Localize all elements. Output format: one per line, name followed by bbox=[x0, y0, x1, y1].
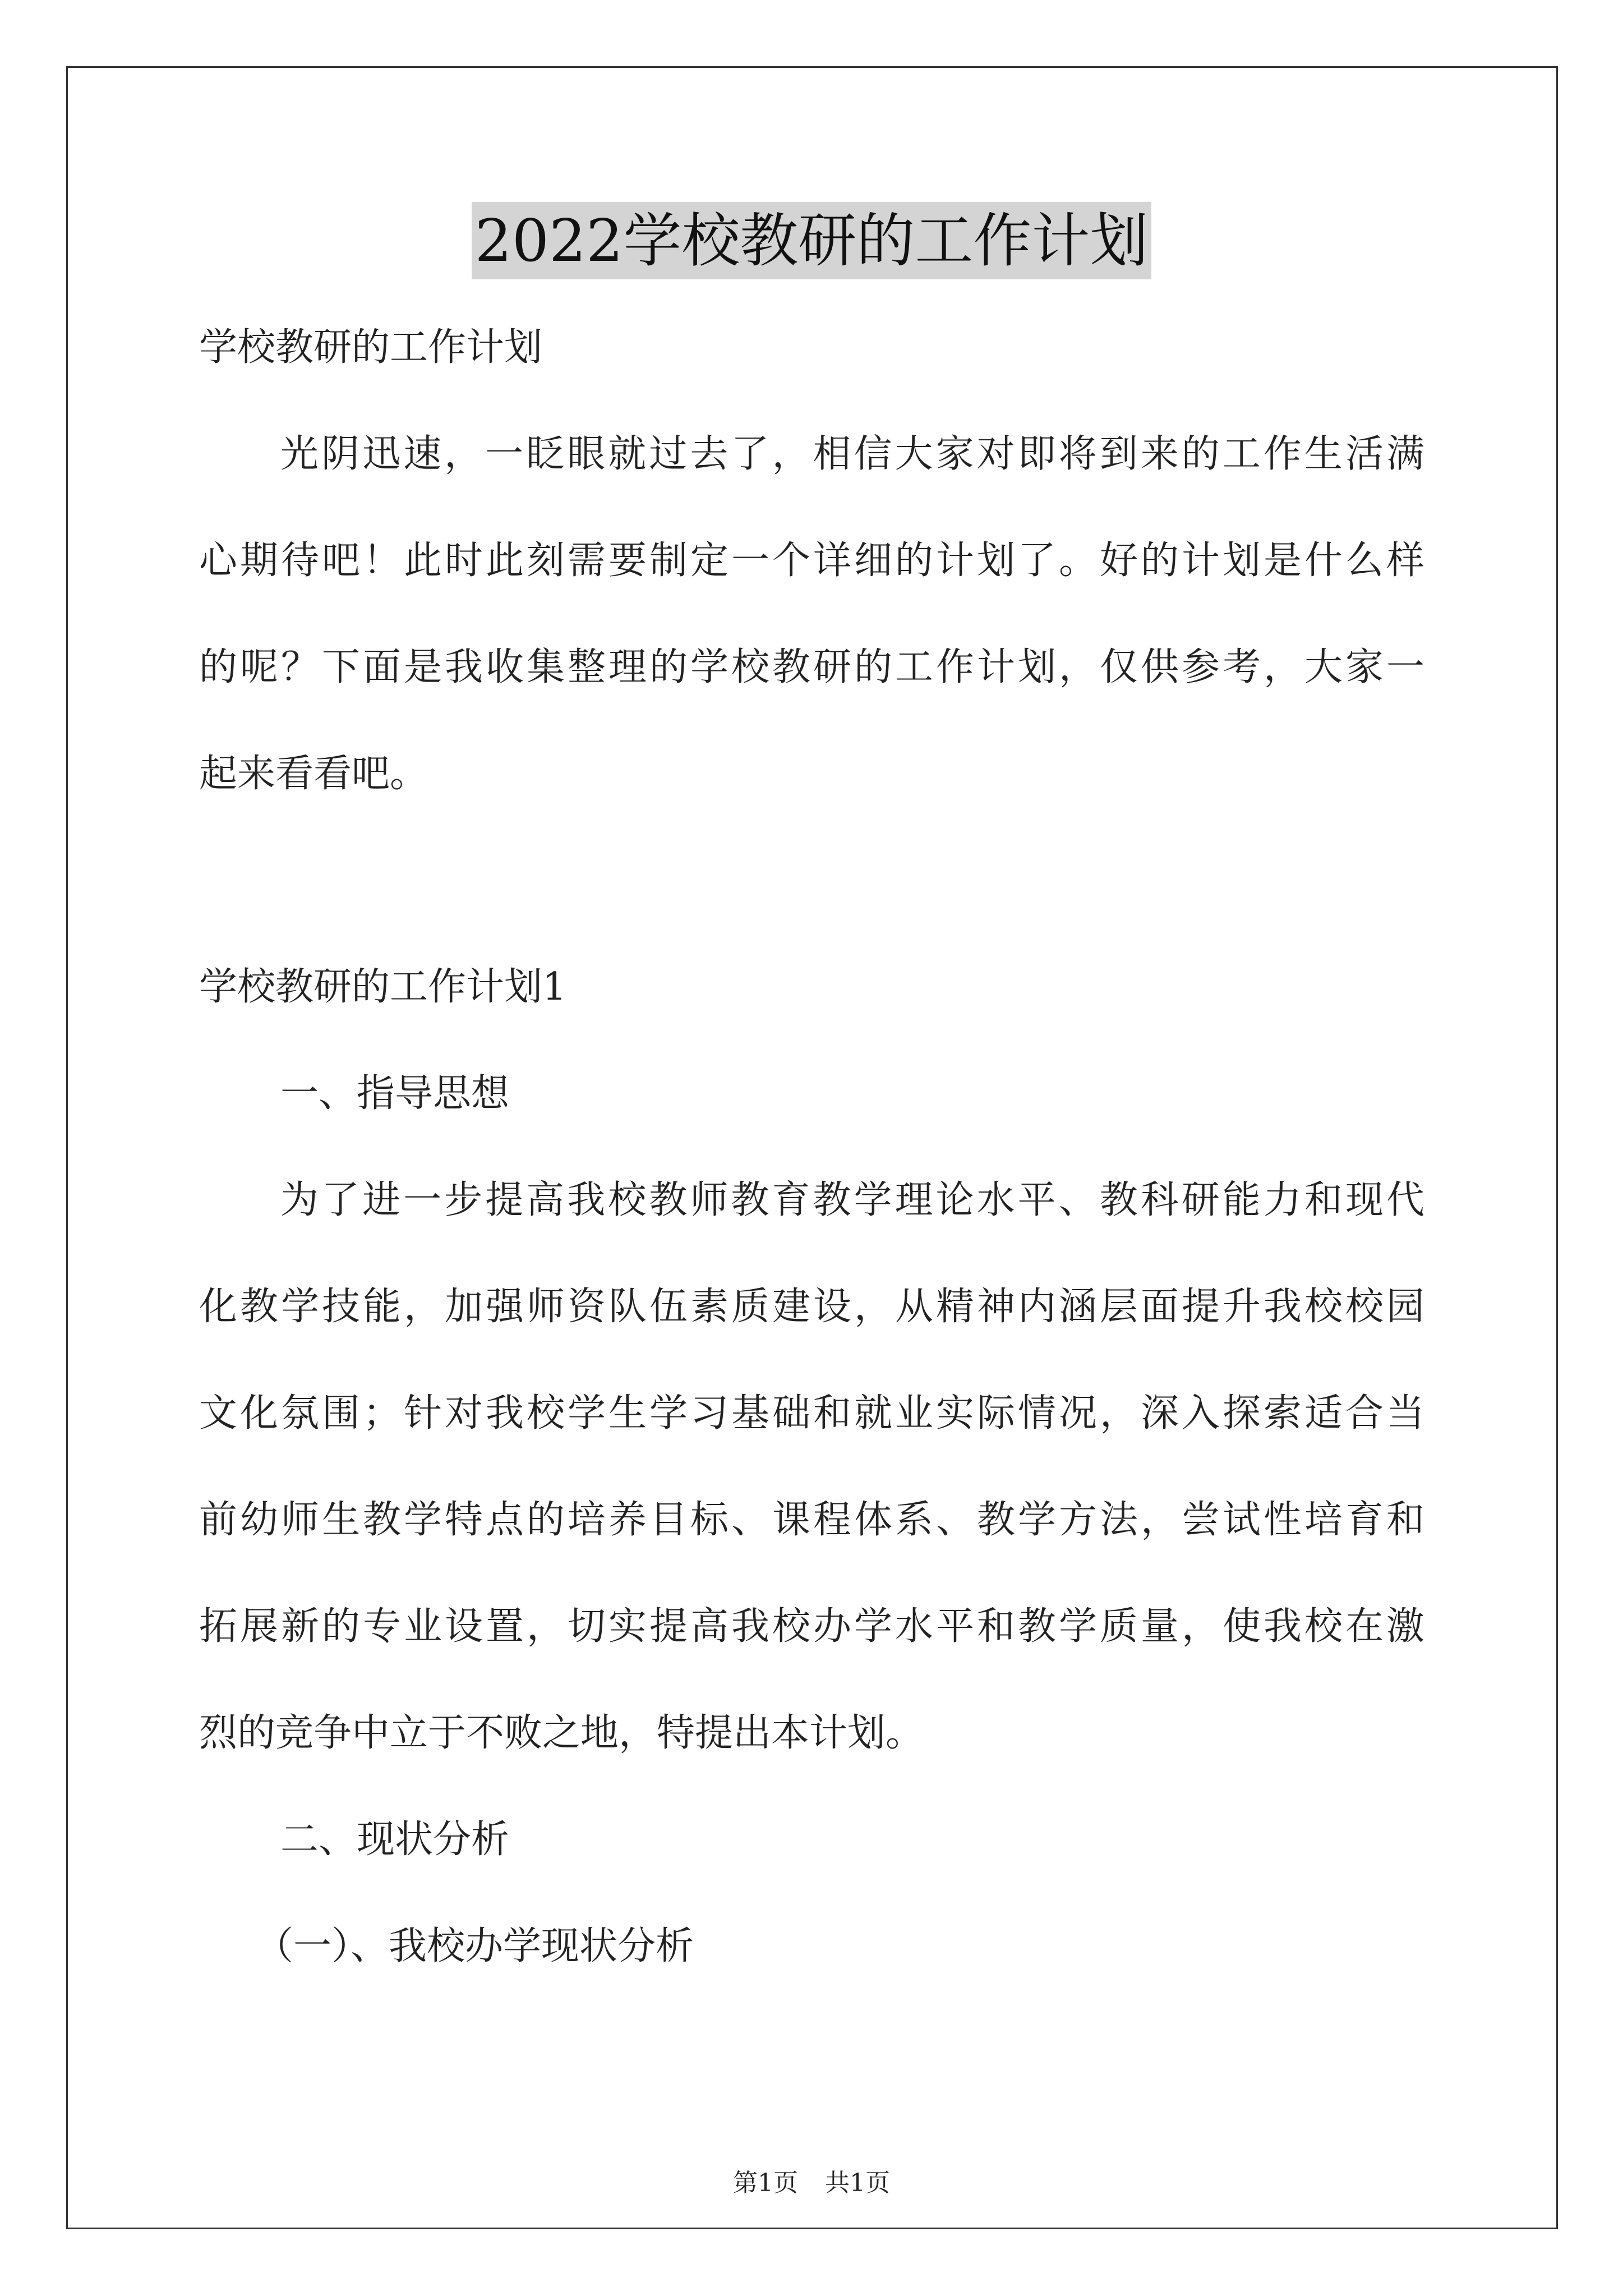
paragraph-line: 烈的竞争中立于不败之地，特提出本计划。 bbox=[199, 1711, 924, 1755]
page-footer bbox=[0, 2162, 1623, 2198]
paragraph-line: 光阴迅速，一眨眼就过去了，相信大家对即将到来的工作生活满 bbox=[280, 432, 1424, 476]
page-number: 第1页 bbox=[733, 2169, 798, 2197]
paragraph-line: 拓展新的专业设置，切实提高我校办学水平和教学质量，使我校在激 bbox=[199, 1604, 1424, 1649]
blank-line bbox=[199, 847, 1424, 954]
paragraph-line: 为了进一步提高我校教师教育教学理论水平、教科研能力和现代 bbox=[280, 1178, 1424, 1222]
title-container bbox=[0, 202, 1623, 279]
paragraph-line: 的呢？下面是我收集整理的学校教研的工作计划，仅供参考，大家一 bbox=[199, 645, 1424, 689]
subheading-school-status: （一）、我校办学现状分析 bbox=[255, 1924, 694, 1968]
heading-guiding-ideology: 一、指导思想 bbox=[280, 1071, 510, 1116]
paragraph-line: 化教学技能，加强师资队伍素质建设，从精神内涵层面提升我校校园 bbox=[199, 1285, 1424, 1329]
section-title: 学校教研的工作计划1 bbox=[199, 965, 567, 1009]
document-subtitle: 学校教研的工作计划 bbox=[199, 325, 543, 370]
document-title: 2022学校教研的工作计划 bbox=[472, 202, 1152, 279]
heading-status-analysis: 二、现状分析 bbox=[280, 1818, 510, 1862]
paragraph-line: 心期待吧！此时此刻需要制定一个详细的计划了。好的计划是什么样 bbox=[199, 539, 1424, 583]
page-total: 共1页 bbox=[825, 2169, 890, 2197]
paragraph-line: 前幼师生教学特点的培养目标、课程体系、教学方法，尝试性培育和 bbox=[199, 1498, 1424, 1542]
paragraph-line: 起来看看吧。 bbox=[199, 752, 428, 796]
paragraph-line: 文化氛围；针对我校学生学习基础和就业实际情况，深入探索适合当 bbox=[199, 1391, 1424, 1435]
document-body bbox=[199, 314, 1424, 2019]
